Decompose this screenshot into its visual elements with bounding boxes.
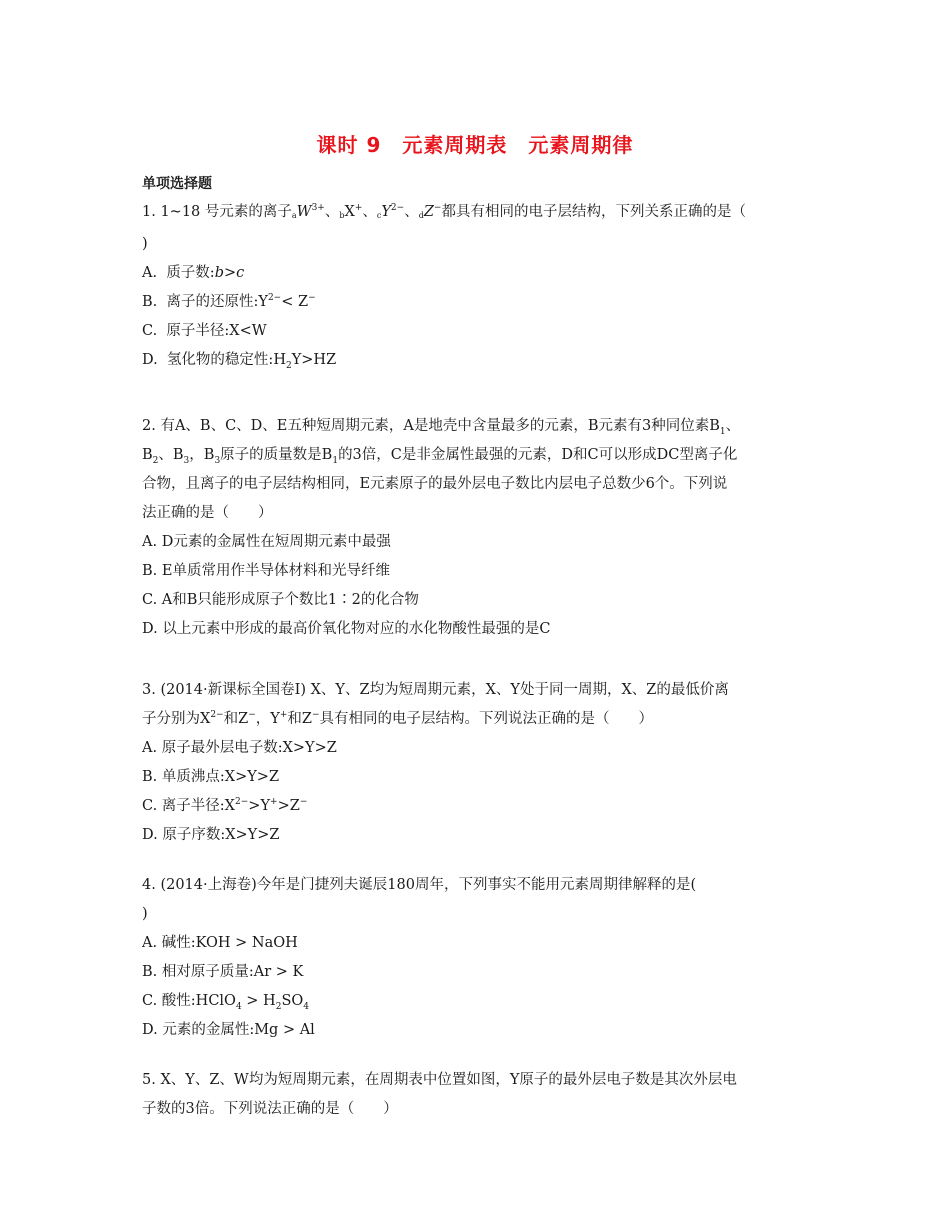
question-3-stem: 3. (2014·新课标全国卷Ⅰ) X、Y、Z均为短周期元素，X、Y处于同一周期，X、Z的最低价离 子分别为$X^{2-}$和Z−，Y+和Z−具有相同的电子层结构。下列说法正确的是（ ） xyxy=(142,682,729,727)
question-2-stem: 2. 有A、B、C、D、E五种短周期元素，A是地壳中含量最多的元素，B元素有3种同位素$B_1$、 $B_2$、$B_3$，$B_3$原子的质量数是$B_1$的3倍，C是非金属性最强的元素，D和C可以形成DC型离子化 合物，且离子的电子层结构相同，E元素原子的最外层电子数比内层电子总数少6个。下列说 法正确的是（ ） xyxy=(142,418,741,521)
ion-z: dZ− xyxy=(418,203,442,220)
question-1-stem: 1. 1~18 号元素的离子$aW^{3+}$、bX+、$cY^{2-}$、dZ−都具有相同的电子层结构，下列关系正确的是（ ) xyxy=(142,203,746,252)
question-1 xyxy=(142,198,814,375)
ion-w: $aW^{3+}$ xyxy=(291,203,325,220)
question-3-option-b[interactable]: B. 单质沸点:X>Y>Z xyxy=(142,769,280,785)
question-3-option-a[interactable]: A. 原子最外层电子数:X>Y>Z xyxy=(142,740,337,756)
question-1-option-b[interactable]: B. 离子的还原性$:Y^{2-}< Z^-$ xyxy=(142,293,316,310)
question-4-option-b[interactable]: B. 相对原子质量:Ar > K xyxy=(142,964,304,980)
question-2-option-d[interactable]: D. 以上元素中形成的最高价氧化物对应的水化物酸性最强的是C xyxy=(142,621,551,637)
question-4-option-a[interactable]: A. 碱性:KOH > NaOH xyxy=(142,935,298,951)
question-3-option-c[interactable]: C. 离子半径$:X^{2-}>Y^+>Z^-$ xyxy=(142,797,308,814)
question-4-option-c[interactable]: C. 酸性:HClO$_4$ > $H_2SO_4$ xyxy=(142,993,309,1012)
question-3-option-d[interactable]: D. 原子序数:X>Y>Z xyxy=(142,827,280,843)
question-1-option-a[interactable]: A. 质子数:b>c xyxy=(142,265,245,281)
page-title: 课时 9 元素周期表 元素周期律 xyxy=(316,133,634,157)
question-2-option-a[interactable]: A. D元素的金属性在短周期元素中最强 xyxy=(142,534,391,550)
ion-y: $cY^{2-}$ xyxy=(376,203,405,220)
question-2-option-b[interactable]: B. E单质常用作半导体材料和光导纤维 xyxy=(142,563,390,579)
question-1-option-d[interactable]: D. 氢化物的稳定性$:H_2Y>HZ$ xyxy=(142,352,337,371)
section-heading: 单项选择题 xyxy=(142,176,212,192)
question-3 xyxy=(142,676,814,850)
question-2 xyxy=(142,412,814,644)
question-4-stem: 4. (2014·上海卷)今年是门捷列夫诞辰180周年，下列事实不能用元素周期律解释的是( ) xyxy=(142,877,697,922)
question-5-stem: 5. X、Y、Z、W均为短周期元素，在周期表中位置如图，Y原子的最外层电子数是其次外层电 子数的3倍。下列说法正确的是（ ） xyxy=(142,1072,737,1117)
question-5 xyxy=(142,1066,814,1124)
ion-x: bX+ xyxy=(339,203,363,220)
question-4 xyxy=(142,871,814,1045)
question-2-option-c[interactable]: C. A和B只能形成原子个数比1∶2的化合物 xyxy=(142,592,419,608)
question-1-option-c[interactable]: C. 原子半径:X<W xyxy=(142,323,267,339)
question-4-option-d[interactable]: D. 元素的金属性:Mg > Al xyxy=(142,1022,315,1038)
